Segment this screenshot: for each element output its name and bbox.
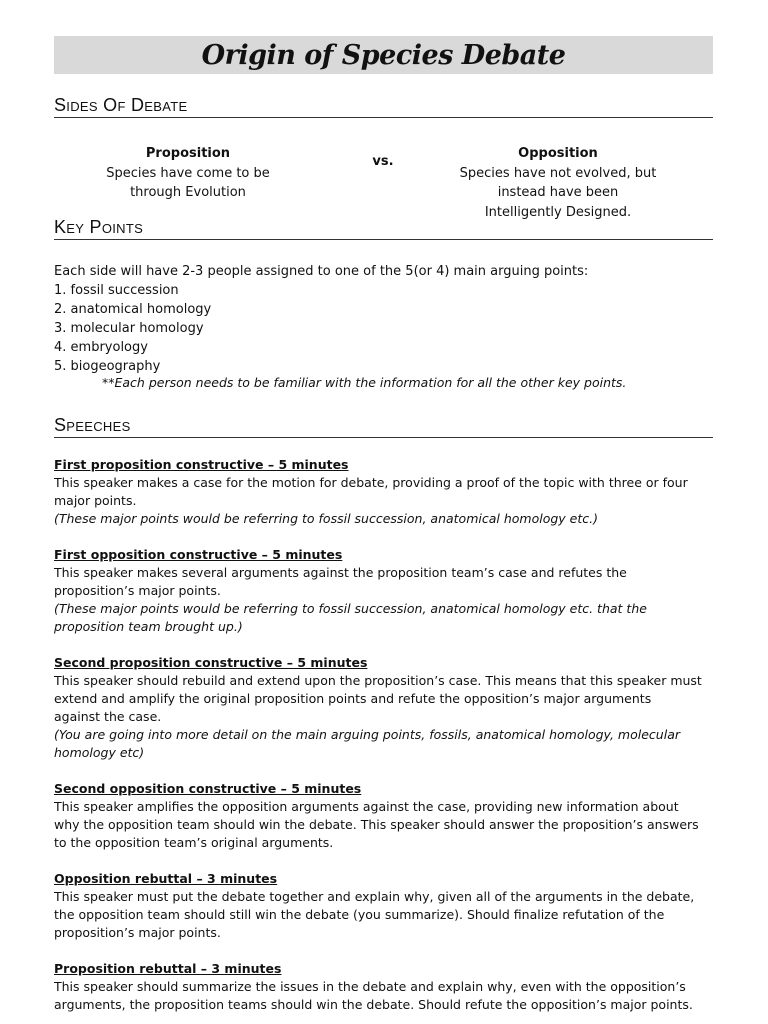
speech-block (54, 456, 713, 528)
opposition-label: Opposition (518, 146, 598, 161)
speech-block (54, 780, 713, 852)
key-points-intro: Each side will have 2-3 people assigned to one of the 5(or 4) main arguing points: (54, 264, 589, 279)
vs-label: vs. (372, 154, 394, 169)
proposition-label: Proposition (145, 146, 231, 161)
page-title: Origin of Species Debate (201, 39, 566, 71)
proposition-line: Species have come to be (106, 165, 270, 181)
key-points-content (54, 262, 713, 392)
key-point-item: 3. molecular homology (54, 321, 204, 336)
speech-title: Proposition rebuttal – 3 minutes (54, 961, 282, 976)
speech-line: proposition’s major points. (54, 583, 221, 598)
document-page (54, 36, 713, 1014)
speech-block (54, 870, 713, 942)
speech-note: homology etc) (54, 745, 145, 760)
speech-title: First proposition constructive – 5 minutes (54, 457, 349, 472)
speech-line: against the case. (54, 709, 162, 724)
speech-line: why the opposition team should win the debate. This speaker should answer the proposition’s answers (54, 817, 699, 832)
opposition-side (443, 144, 673, 222)
speech-line: the opposition team should still win the debate (you summarize). Should finalize refutation of the (54, 907, 665, 922)
title-bar (54, 36, 713, 74)
speech-note: (You are going into more detail on the main arguing points, fossils, anatomical homology, molecular (54, 727, 680, 742)
speeches-list (54, 456, 713, 1014)
key-point-item: 4. embryology (54, 340, 148, 355)
key-point-item: 5. biogeography (54, 359, 161, 374)
speech-line: This speaker should rebuild and extend upon the proposition’s case. This means that this speaker must (54, 673, 702, 688)
speech-note: proposition team brought up.) (54, 619, 243, 634)
speeches-heading: Speeches (54, 414, 713, 438)
key-points-heading: Key Points (54, 216, 713, 240)
speech-block (54, 960, 713, 1014)
speech-line: This speaker makes a case for the motion for debate, providing a proof of the topic with three or four (54, 475, 688, 490)
speech-line: major points. (54, 493, 137, 508)
opposition-line: Species have not evolved, but (459, 165, 657, 181)
key-point-item: 2. anatomical homology (54, 302, 212, 317)
speech-title: Second opposition constructive – 5 minutes (54, 781, 362, 796)
speech-line: This speaker must put the debate together and explain why, given all of the arguments in the debate, (54, 889, 695, 904)
speech-line: extend and amplify the original proposition points and refute the opposition’s major arguments (54, 691, 652, 706)
speech-line: to the opposition team’s original arguments. (54, 835, 334, 850)
opposition-line: instead have been (497, 185, 619, 200)
proposition-line: through Evolution (130, 185, 246, 200)
speech-title: Opposition rebuttal – 3 minutes (54, 871, 278, 886)
speech-block (54, 546, 713, 636)
sides-of-debate (54, 144, 713, 222)
speech-line: This speaker makes several arguments against the proposition team’s case and refutes the (54, 565, 627, 580)
speech-note: (These major points would be referring to fossil succession, anatomical homology etc. that the (54, 601, 647, 616)
speech-note: (These major points would be referring to fossil succession, anatomical homology etc.) (54, 511, 598, 526)
speech-line: proposition’s major points. (54, 925, 221, 940)
speech-line: This speaker amplifies the opposition arguments against the case, providing new information about (54, 799, 679, 814)
speech-title: First opposition constructive – 5 minutes (54, 547, 343, 562)
speech-block (54, 654, 713, 762)
speech-line: arguments, the proposition teams should win the debate. Should refute the opposition’s major points. (54, 997, 693, 1012)
proposition-side (53, 144, 323, 222)
speech-line: This speaker should summarize the issues in the debate and explain why, even with the opposition’s (54, 979, 686, 994)
speech-title: Second proposition constructive – 5 minutes (54, 655, 368, 670)
opposition-line: Intelligently Designed. (484, 204, 632, 220)
key-points-note: **Each person needs to be familiar with the information for all the other key points. (102, 375, 627, 390)
sides-heading: Sides Of Debate (54, 94, 713, 118)
key-point-item: 1. fossil succession (54, 283, 179, 298)
